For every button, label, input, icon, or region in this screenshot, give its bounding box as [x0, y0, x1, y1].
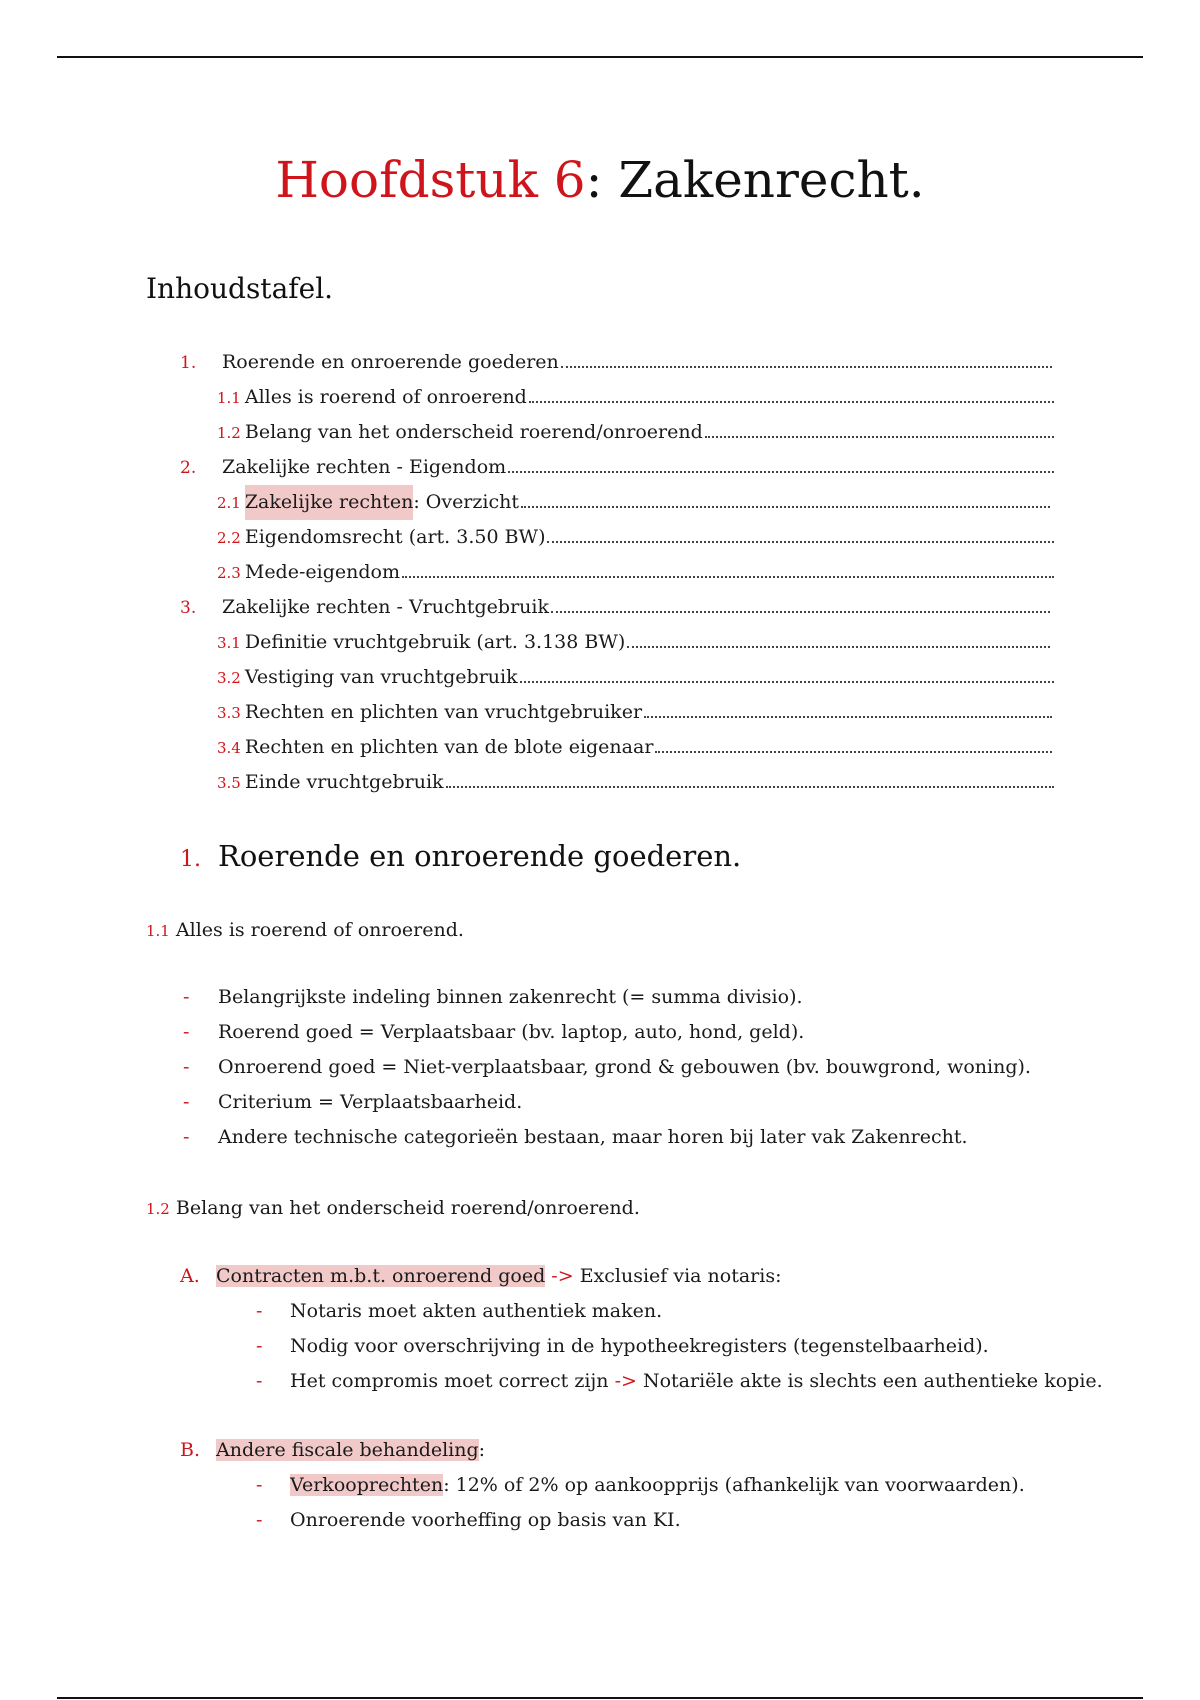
item-text: : 12% of 2% op aankoopprijs (afhankelijk van voorwaarden). — [443, 1474, 1025, 1496]
list-item-text — [290, 1468, 1025, 1503]
bullet: - — [256, 1370, 263, 1392]
toc-leader — [547, 541, 1054, 543]
toc-entry[interactable] — [0, 555, 1200, 590]
toc-number: 2.2 — [217, 529, 241, 547]
list-item — [0, 1468, 1200, 1503]
point-a-list — [0, 1294, 1200, 1399]
list-item — [0, 1294, 1200, 1329]
list-item — [0, 1503, 1200, 1538]
list-item-text: Criterium = Verplaatsbaarheid. — [218, 1091, 523, 1113]
toc-number: 3.5 — [217, 774, 241, 792]
list-item — [0, 1085, 1200, 1120]
toc-leader — [520, 681, 1054, 683]
toc-entry[interactable] — [0, 590, 1200, 625]
toc-label: Rechten en plichten van vruchtgebruiker — [244, 701, 643, 723]
bullet: - — [183, 1056, 190, 1078]
subsection-number: 1.2 — [146, 1200, 170, 1218]
table-of-contents — [0, 345, 1200, 800]
toc-entry[interactable] — [0, 660, 1200, 695]
list-item-text: Nodig voor overschrijving in de hypotheekregisters (tegenstelbaarheid). — [290, 1335, 989, 1357]
list-item — [0, 1364, 1200, 1399]
toc-entry[interactable] — [0, 380, 1200, 415]
bullet-list — [0, 980, 1200, 1155]
subsection-heading — [146, 915, 464, 946]
toc-entry[interactable] — [0, 695, 1200, 730]
toc-number: 3.4 — [217, 739, 241, 757]
point-b — [180, 1433, 485, 1468]
toc-leader — [561, 366, 1052, 368]
list-item-text: Belangrijkste indeling binnen zakenrecht (= summa divisio). — [218, 986, 803, 1008]
toc-label: Einde vruchtgebruik — [244, 771, 444, 793]
list-item — [0, 1015, 1200, 1050]
item-text-rest: Notariële akte is slechts een authentieke kopie. — [642, 1370, 1103, 1392]
toc-label: Rechten en plichten van de blote eigenaar — [244, 736, 654, 758]
title-chapter: Hoofdstuk 6 — [275, 151, 586, 209]
toc-leader — [529, 401, 1054, 403]
toc-leader — [521, 506, 1050, 508]
item-text: Het compromis moet correct zijn — [290, 1370, 609, 1392]
list-item-text: Andere technische categorieën bestaan, maar horen bij later vak Zakenrecht. — [218, 1126, 968, 1148]
point-text: : — [478, 1439, 486, 1461]
point-highlight: Andere fiscale behandeling — [216, 1439, 479, 1461]
toc-number: 2. — [180, 458, 197, 478]
toc-label: Mede-eigendom — [244, 561, 400, 583]
point-letter: A. — [180, 1265, 200, 1287]
toc-label-highlight: Zakelijke rechten — [245, 485, 413, 520]
bullet: - — [183, 1126, 190, 1148]
section-number: 1. — [180, 847, 201, 872]
toc-entry[interactable] — [0, 415, 1200, 450]
toc-number: 3.3 — [217, 704, 241, 722]
point-text: Exclusief via notaris: — [579, 1265, 782, 1287]
bullet: - — [256, 1335, 263, 1357]
list-item — [0, 980, 1200, 1015]
toc-number: 1. — [180, 353, 197, 373]
toc-label: Zakelijke rechten - Eigendom — [222, 456, 507, 478]
toc-number: 2.1 — [217, 494, 241, 512]
bottom-rule — [57, 1697, 1143, 1699]
title-subject: : Zakenrecht. — [585, 151, 925, 209]
toc-entry[interactable] — [0, 625, 1200, 660]
bullet: - — [256, 1474, 263, 1496]
toc-label: Definitie vruchtgebruik (art. 3.138 BW) — [244, 631, 626, 653]
section-heading — [180, 838, 741, 878]
toc-leader — [627, 646, 1050, 648]
toc-label: Eigendomsrecht (art. 3.50 BW) — [244, 526, 546, 548]
item-highlight: Verkooprechten — [290, 1474, 444, 1496]
toc-number: 1.1 — [217, 389, 241, 407]
list-item-text: Roerend goed = Verplaatsbaar (bv. laptop, auto, hond, geld). — [218, 1021, 805, 1043]
toc-label: : Overzicht — [413, 491, 519, 513]
subsection-heading — [146, 1193, 640, 1224]
toc-entry[interactable] — [0, 765, 1200, 800]
toc-leader — [644, 716, 1052, 718]
toc-number: 1.2 — [217, 424, 241, 442]
arrow-icon: -> — [551, 1265, 574, 1287]
toc-heading: Inhoudstafel. — [146, 272, 334, 305]
list-item — [0, 1050, 1200, 1085]
subsection-title: Alles is roerend of onroerend. — [175, 919, 464, 941]
toc-number: 3.1 — [217, 634, 241, 652]
toc-leader — [508, 471, 1054, 473]
point-highlight: Contracten m.b.t. onroerend goed — [216, 1265, 546, 1287]
toc-leader — [655, 751, 1052, 753]
bullet: - — [183, 1021, 190, 1043]
toc-entry[interactable] — [0, 485, 1200, 520]
toc-entry[interactable] — [0, 730, 1200, 765]
toc-entry[interactable] — [0, 450, 1200, 485]
toc-entry[interactable] — [0, 345, 1200, 380]
list-item-text: Onroerende voorheffing op basis van KI. — [290, 1509, 681, 1531]
toc-label: Vestiging van vruchtgebruik — [244, 666, 518, 688]
subsection-title: Belang van het onderscheid roerend/onroerend. — [175, 1197, 640, 1219]
point-b-list — [0, 1468, 1200, 1538]
toc-entry[interactable] — [0, 520, 1200, 555]
toc-number: 2.3 — [217, 564, 241, 582]
point-letter: B. — [180, 1439, 201, 1461]
toc-label: Belang van het onderscheid roerend/onroerend — [244, 421, 703, 443]
toc-label: Alles is roerend of onroerend — [244, 386, 527, 408]
bullet: - — [256, 1300, 263, 1322]
top-rule — [57, 56, 1143, 58]
list-item-text: Notaris moet akten authentiek maken. — [290, 1300, 663, 1322]
toc-leader — [402, 576, 1054, 578]
list-item — [0, 1120, 1200, 1155]
toc-label: Roerende en onroerende goederen — [222, 351, 559, 373]
bullet: - — [183, 986, 190, 1008]
toc-number: 3.2 — [217, 669, 241, 687]
section-title: Roerende en onroerende goederen. — [218, 839, 742, 873]
page-title — [0, 150, 1200, 210]
toc-label: Zakelijke rechten - Vruchtgebruik — [222, 596, 549, 618]
subsection-number: 1.1 — [146, 922, 170, 940]
toc-leader — [446, 786, 1054, 788]
arrow-icon: -> — [614, 1370, 637, 1392]
toc-leader — [705, 436, 1054, 438]
list-item — [0, 1329, 1200, 1364]
toc-number: 3. — [180, 598, 197, 618]
bullet: - — [256, 1509, 263, 1531]
list-item-text: Onroerend goed = Niet-verplaatsbaar, grond & gebouwen (bv. bouwgrond, woning). — [218, 1056, 1031, 1078]
toc-leader — [551, 611, 1050, 613]
bullet: - — [183, 1091, 190, 1113]
point-a — [180, 1259, 782, 1294]
list-item-text — [290, 1364, 1103, 1399]
